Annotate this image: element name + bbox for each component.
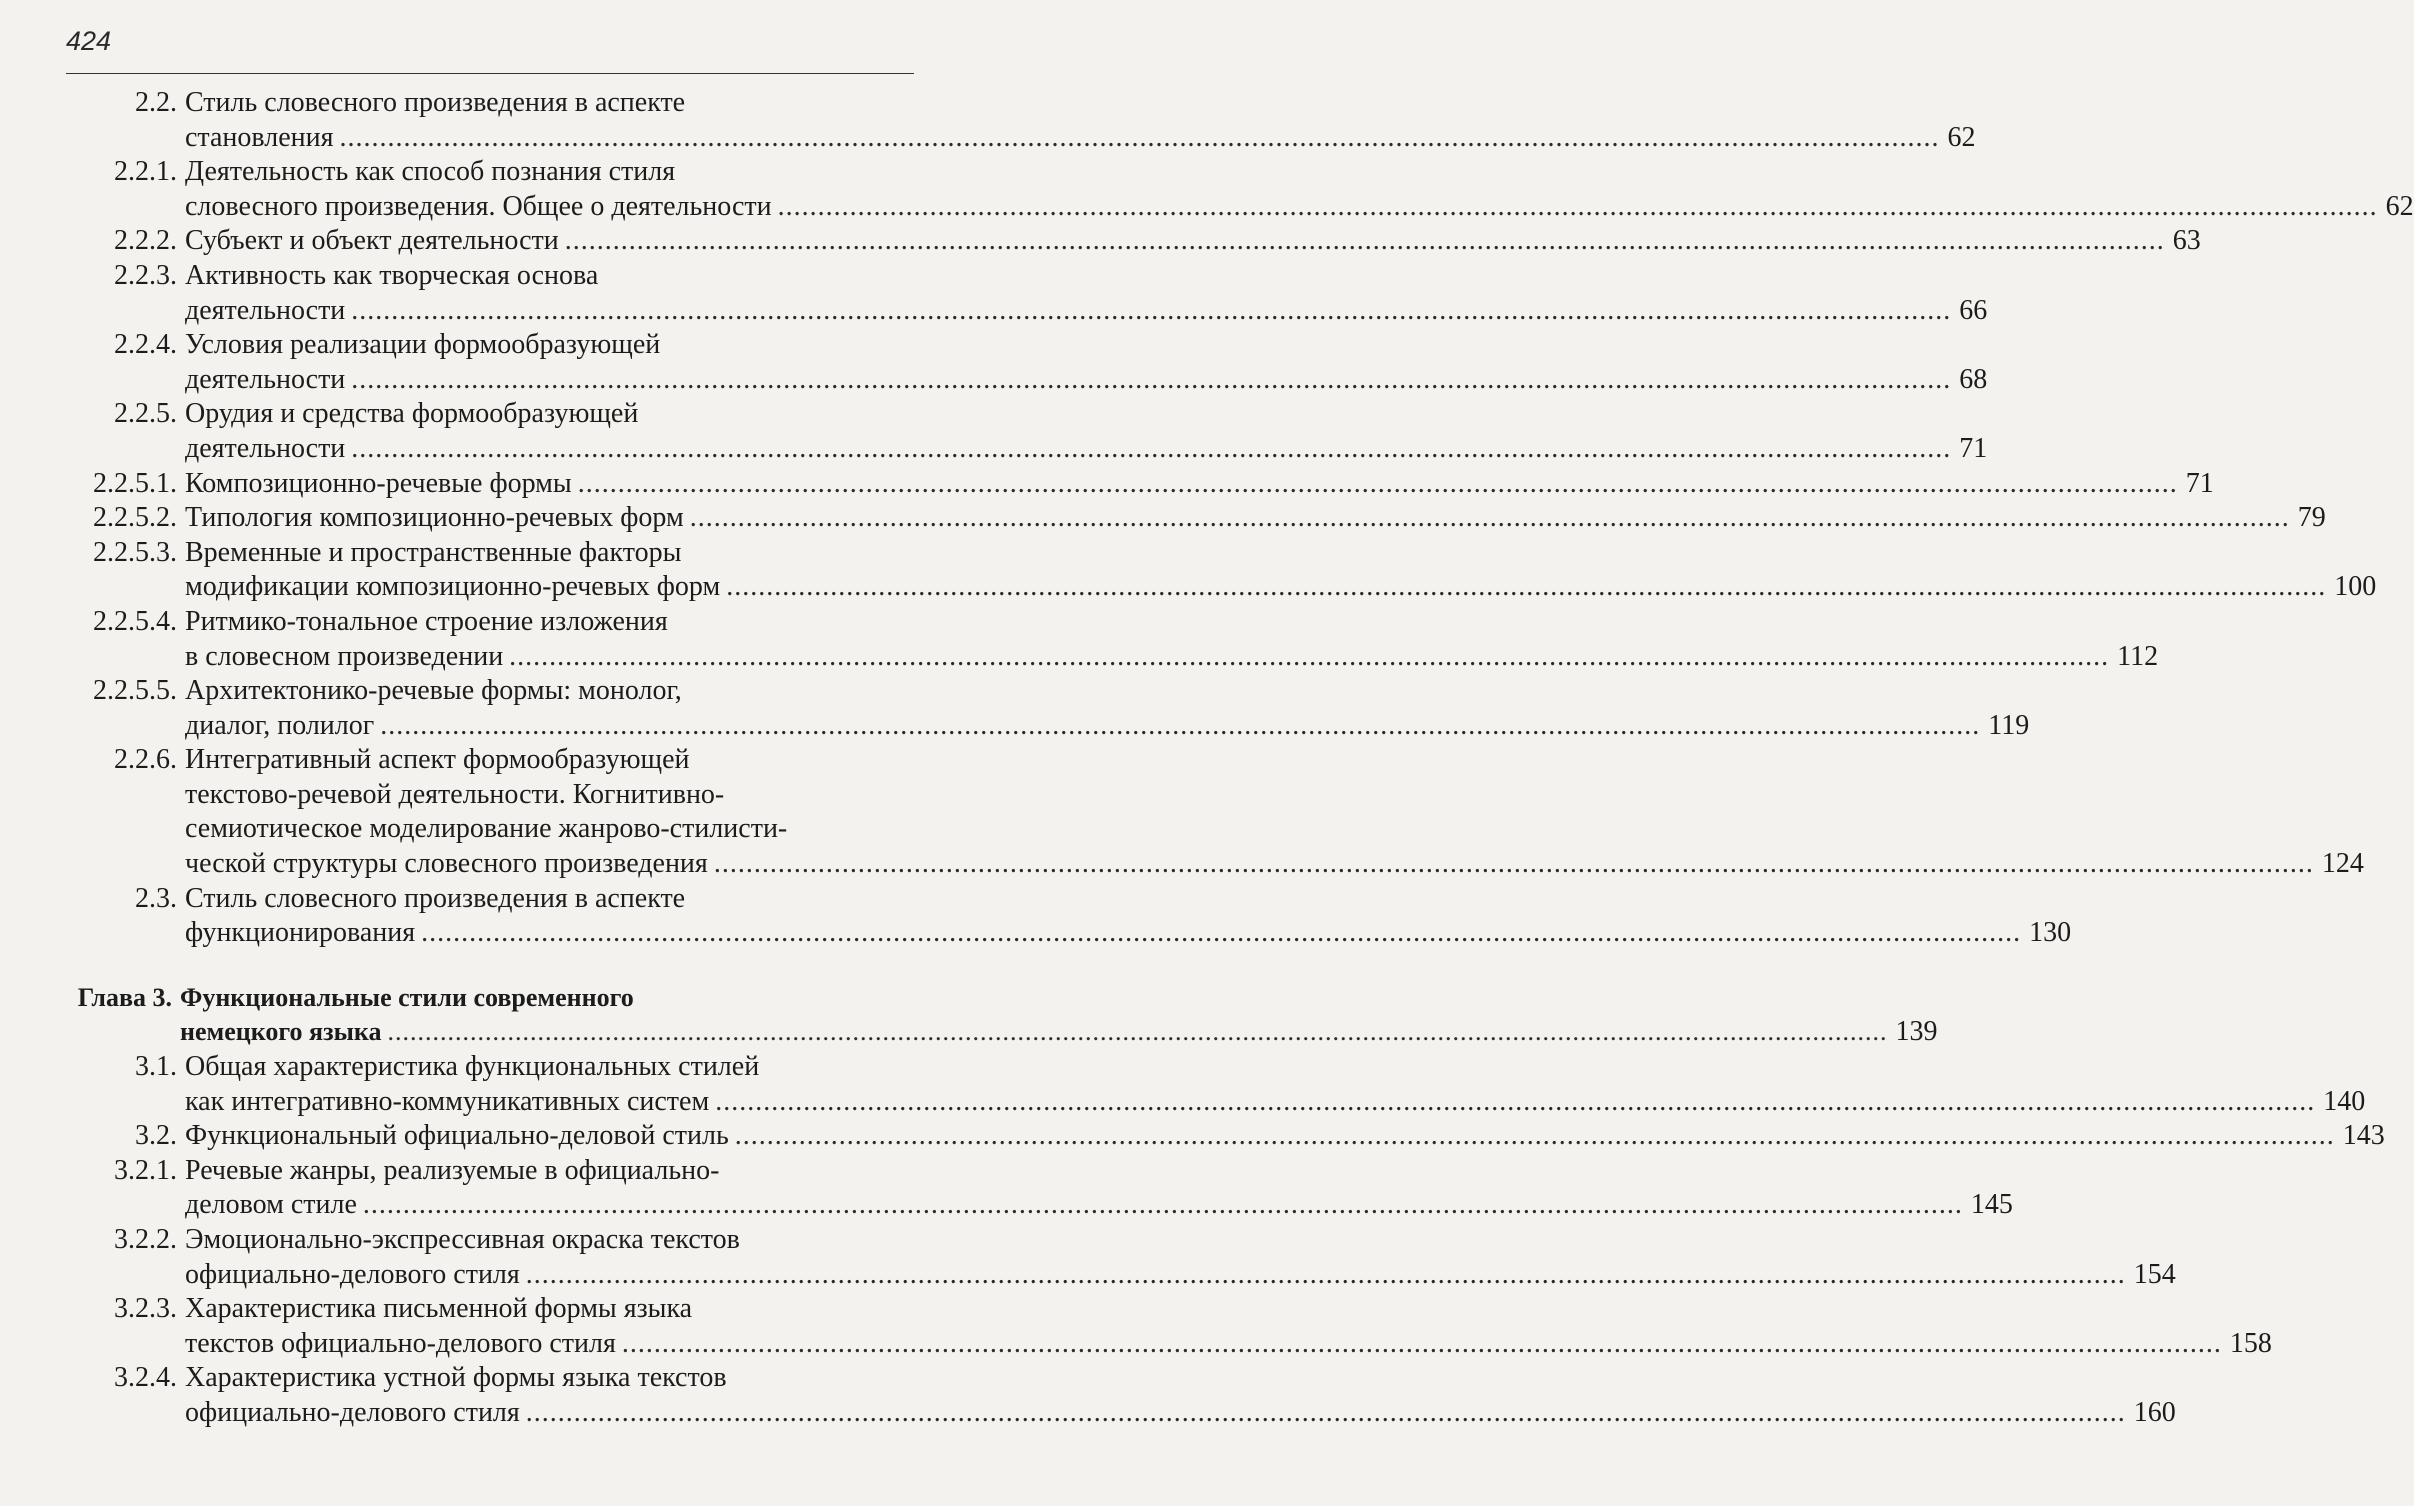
toc-entry-number: 2.2.3.: [114, 259, 177, 291]
toc-entry-title-line: текстов официально-делового стиля: [185, 1327, 616, 1359]
toc-entry-number: 2.2.6.: [114, 744, 177, 776]
toc-entry-page: 100: [2334, 571, 2377, 603]
toc-entry-last-line: [185, 1396, 2176, 1431]
toc-entry-body: [185, 155, 2414, 224]
toc-entry-title-line: Общая характеристика функциональных стилей: [185, 1051, 760, 1083]
toc-entry-page: 119: [1988, 709, 2030, 741]
toc-entry-last-line: [185, 121, 1976, 156]
toc-entry-title-line: деятельности: [185, 432, 346, 464]
dot-leader: ........................................................................................................................................................................................................: [734, 1120, 2335, 1152]
toc-entry-title-line: Архитектонико-речевые формы: монолог,: [185, 675, 682, 707]
toc-entry-page: 63: [2172, 225, 2201, 257]
dot-leader: ........................................................................................................................................................................................................: [777, 190, 2378, 222]
toc-entry-page: 139: [1895, 1016, 1938, 1048]
dot-leader: ........................................................................................................................................................................................................: [380, 709, 1981, 741]
toc-entry-title-line: Стиль словесного произведения в аспекте: [185, 87, 686, 118]
toc-entry-last-line: [185, 1258, 2176, 1293]
toc-entry-body: [185, 1154, 2013, 1223]
toc-entry: [0, 1223, 2176, 1292]
toc-entry-body: [185, 743, 2364, 881]
toc-entry-page: 62: [2385, 190, 2414, 222]
toc-entry-title-line: Композиционно-речевые формы: [185, 467, 572, 499]
toc-entry: [0, 1050, 2366, 1119]
toc-entry-number: 2.2.5.2.: [93, 502, 177, 534]
table-of-contents: [0, 86, 2414, 1431]
toc-entry: [0, 259, 1988, 328]
header-rule: [66, 73, 914, 74]
toc-entry-body: [185, 501, 2326, 536]
toc-entry-page: 79: [2297, 502, 2326, 534]
dot-leader: ........................................................................................................................................................................................................: [421, 917, 2022, 949]
toc-entry-number: 3.1.: [135, 1051, 177, 1083]
toc-entry-last-line: [185, 1119, 2385, 1154]
toc-entry: [0, 743, 2364, 881]
toc-entry-title-line: деятельности: [185, 363, 346, 395]
toc-entry-last-line: [185, 294, 1988, 329]
toc-entry-number: 3.2.1.: [114, 1154, 177, 1186]
dot-leader: ........................................................................................................................................................................................................: [689, 502, 2290, 534]
toc-entry-page: 160: [2133, 1396, 2176, 1428]
toc-entry-title-line: в словесном произведении: [185, 640, 504, 672]
toc-entry-title-line: как интегративно-коммуникативных систем: [185, 1085, 710, 1117]
toc-entry-last-line: [185, 501, 2326, 536]
toc-entry-title-line: Функциональный официально-деловой стиль: [185, 1120, 729, 1152]
toc-entry-page: 145: [1970, 1189, 2013, 1221]
toc-entry-body: [185, 397, 1988, 466]
dot-leader: ........................................................................................................................................................................................................: [351, 432, 1952, 464]
dot-leader: ........................................................................................................................................................................................................: [339, 121, 1940, 153]
toc-entry-body: [185, 1050, 2366, 1119]
toc-entry-last-line: [185, 847, 2364, 882]
dot-leader: ........................................................................................................................................................................................................: [387, 1017, 1888, 1047]
toc-entry: [0, 536, 2377, 605]
toc-entry-body: [185, 674, 2030, 743]
toc-entry-number: 2.2.4.: [114, 329, 177, 361]
toc-entry-number: 3.2.2.: [114, 1224, 177, 1255]
toc-entry-title-line: Типология композиционно-речевых форм: [185, 502, 684, 534]
toc-entry-last-line: [185, 1327, 2272, 1362]
toc-entry-title-line: Ритмико-тональное строение изложения: [185, 605, 668, 637]
dot-leader: ........................................................................................................................................................................................................: [351, 294, 1952, 326]
dot-leader: ........................................................................................................................................................................................................: [509, 640, 2110, 672]
toc-entry-page: 143: [2342, 1120, 2385, 1152]
toc-entry-last-line: [185, 570, 2377, 605]
toc-entry-body: [185, 882, 2072, 951]
toc-entry-body: [185, 328, 1988, 397]
toc-entry: [0, 328, 1988, 397]
toc-entry-title-line: Условия реализации формообразующей: [185, 329, 661, 361]
toc-entry-number: 2.2.5.5.: [93, 675, 177, 707]
toc-entry-title-line: официально-делового стиля: [185, 1258, 520, 1290]
toc-entry: [0, 1361, 2176, 1430]
dot-leader: ........................................................................................................................................................................................................: [564, 225, 2165, 257]
toc-entry-number: 2.3.: [135, 882, 177, 914]
toc-entry-title-line: Характеристика письменной формы языка: [185, 1293, 693, 1325]
toc-entry: [0, 1154, 2013, 1223]
toc-entry-body: [185, 259, 1988, 328]
toc-entry-last-line: [185, 640, 2159, 675]
toc-entry-page: 140: [2323, 1085, 2366, 1117]
toc-entry-title-line: ческой структуры словесного произведения: [185, 848, 708, 880]
toc-entry-number: 3.2.3.: [114, 1293, 177, 1325]
toc-entry-body: [185, 605, 2159, 674]
dot-leader: ........................................................................................................................................................................................................: [525, 1258, 2126, 1290]
toc-entry-title-line: становления: [185, 121, 334, 153]
toc-entry-title-line: Характеристика устной формы языка текстов: [185, 1362, 727, 1394]
toc-entry-number: 2.2.1.: [114, 156, 177, 188]
toc-entry-page: 158: [2229, 1327, 2272, 1359]
toc-entry-last-line: [180, 1015, 1938, 1050]
toc-entry-page: 71: [1959, 432, 1988, 464]
toc-entry: [0, 605, 2159, 674]
toc-entry: [0, 674, 2030, 743]
toc-entry-title-line: деловом стиле: [185, 1189, 357, 1221]
toc-entry: [0, 1292, 2272, 1361]
toc-entry-page: 124: [2321, 848, 2364, 880]
toc-entry-body: [185, 467, 2214, 502]
toc-entry-page: 154: [2133, 1258, 2176, 1290]
toc-entry-number: 2.2.2.: [114, 225, 177, 257]
toc-entry-title-line: текстово-речевой деятельности. Когнитивно-: [185, 778, 725, 810]
toc-entry-last-line: [185, 467, 2214, 502]
toc-entry: [0, 467, 2214, 502]
toc-entry-page: 130: [2029, 917, 2072, 949]
toc-entry-body: [185, 224, 2201, 259]
toc-entry-page: 112: [2117, 640, 2159, 672]
toc-entry: [0, 981, 1938, 1050]
toc-entry-title-line: Стиль словесного произведения в аспекте: [185, 882, 686, 914]
toc-entry-page: 62: [1947, 121, 1976, 153]
toc-entry-body: [185, 536, 2377, 605]
toc-entry-body: [185, 1223, 2176, 1292]
toc-entry-title-line: семиотическое моделирование жанрово-стилисти-: [185, 813, 788, 845]
toc-entry-last-line: [185, 224, 2201, 259]
toc-entry: [0, 86, 1976, 155]
dot-leader: ........................................................................................................................................................................................................: [351, 363, 1952, 395]
toc-entry-number: Глава 3.: [77, 982, 172, 1012]
toc-entry-title-line: диалог, полилог: [185, 709, 375, 741]
toc-entry-title-line: немецкого языка: [180, 1017, 382, 1047]
toc-entry-page: 68: [1959, 363, 1988, 395]
toc-entry-last-line: [185, 190, 2414, 225]
toc-entry: [0, 882, 2072, 951]
toc-entry-body: [180, 981, 1938, 1050]
toc-entry-title-line: Деятельность как способ познания стиля: [185, 156, 676, 188]
toc-entry: [0, 155, 2414, 224]
dot-leader: ........................................................................................................................................................................................................: [577, 467, 2178, 499]
toc-entry-page: 66: [1959, 294, 1988, 326]
toc-entry-title-line: Эмоционально-экспрессивная окраска текстов: [185, 1224, 740, 1255]
toc-entry-title-line: Орудия и средства формообразующей: [185, 398, 639, 430]
toc-entry-number: 2.2.5.3.: [93, 536, 177, 568]
dot-leader: ........................................................................................................................................................................................................: [362, 1189, 1963, 1221]
toc-entry-body: [185, 1292, 2272, 1361]
toc-entry-page: 71: [2185, 467, 2214, 499]
toc-entry-title-line: Речевые жанры, реализуемые в официально-: [185, 1154, 720, 1186]
toc-entry-title-line: официально-делового стиля: [185, 1396, 520, 1428]
toc-entry-title-line: Интегративный аспект формообразующей: [185, 744, 690, 776]
toc-entry-body: [185, 1119, 2385, 1154]
toc-entry: [0, 224, 2201, 259]
toc-entry-title-line: функционирования: [185, 917, 416, 949]
toc-entry-title-line: Субъект и объект деятельности: [185, 225, 559, 257]
toc-entry-last-line: [185, 709, 2030, 744]
toc-entry-title-line: Временные и пространственные факторы: [185, 536, 682, 568]
dot-leader: ........................................................................................................................................................................................................: [525, 1396, 2126, 1428]
toc-entry-last-line: [185, 1085, 2366, 1120]
toc-entry-title-line: модификации композиционно-речевых форм: [185, 571, 721, 603]
dot-leader: ........................................................................................................................................................................................................: [726, 571, 2327, 603]
toc-entry-body: [185, 1361, 2176, 1430]
toc-entry-title-line: Функциональные стили современного: [180, 982, 634, 1012]
toc-entry-number: 2.2.: [135, 87, 177, 118]
toc-entry: [0, 1119, 2385, 1154]
toc-entry-last-line: [185, 1188, 2013, 1223]
toc-entry-number: 2.2.5.: [114, 398, 177, 430]
toc-entry-number: 2.2.5.1.: [93, 467, 177, 499]
toc-entry-number: 3.2.4.: [114, 1362, 177, 1394]
toc-entry-body: [185, 86, 1976, 155]
toc-entry-last-line: [185, 432, 1988, 467]
toc-entry-title-line: словесного произведения. Общее о деятельности: [185, 190, 772, 222]
dot-leader: ........................................................................................................................................................................................................: [621, 1327, 2222, 1359]
toc-entry: [0, 397, 1988, 466]
toc-entry-last-line: [185, 916, 2072, 951]
toc-entry-number: 3.2.: [135, 1120, 177, 1152]
dot-leader: ........................................................................................................................................................................................................: [715, 1085, 2316, 1117]
toc-entry-number: 2.2.5.4.: [93, 605, 177, 637]
dot-leader: ........................................................................................................................................................................................................: [713, 848, 2314, 880]
toc-entry-title-line: деятельности: [185, 294, 346, 326]
toc-entry: [0, 501, 2326, 536]
page-number: 424: [66, 26, 112, 56]
toc-entry-last-line: [185, 363, 1988, 398]
toc-entry-title-line: Активность как творческая основа: [185, 259, 599, 291]
